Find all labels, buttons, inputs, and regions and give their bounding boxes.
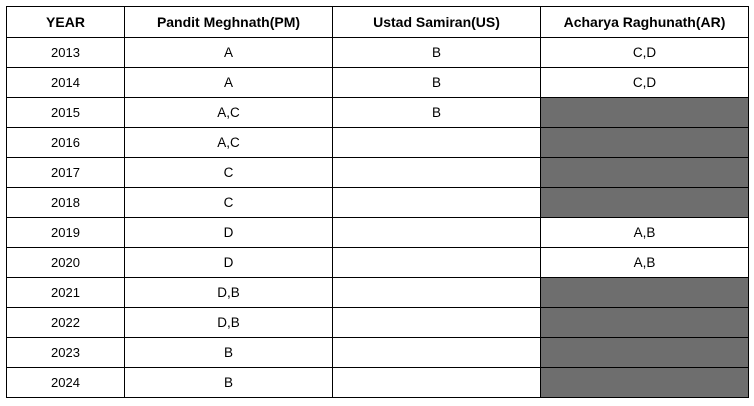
cell-pandit-meghnath: A (125, 38, 333, 68)
cell-acharya-raghunath-blocked (541, 98, 749, 128)
table-row (7, 218, 749, 248)
column-header-pandit-meghnath: Pandit Meghnath(PM) (125, 7, 333, 38)
table-row (7, 278, 749, 308)
cell-year: 2015 (7, 98, 125, 128)
cell-ustad-samiran: B (333, 68, 541, 98)
cell-year: 2021 (7, 278, 125, 308)
cell-pandit-meghnath: A,C (125, 128, 333, 158)
cell-year: 2020 (7, 248, 125, 278)
cell-acharya-raghunath: A,B (541, 248, 749, 278)
table-header (7, 7, 749, 38)
cell-ustad-samiran (333, 278, 541, 308)
cell-pandit-meghnath: B (125, 338, 333, 368)
cell-ustad-samiran (333, 188, 541, 218)
cell-acharya-raghunath: C,D (541, 68, 749, 98)
cell-acharya-raghunath: C,D (541, 38, 749, 68)
cell-ustad-samiran (333, 308, 541, 338)
table-body (7, 38, 749, 398)
schedule-table (6, 6, 749, 398)
cell-acharya-raghunath-blocked (541, 158, 749, 188)
cell-ustad-samiran (333, 248, 541, 278)
column-header-year: YEAR (7, 7, 125, 38)
table-row (7, 38, 749, 68)
cell-year: 2017 (7, 158, 125, 188)
cell-acharya-raghunath: A,B (541, 218, 749, 248)
cell-acharya-raghunath-blocked (541, 338, 749, 368)
table-row (7, 128, 749, 158)
table-row (7, 308, 749, 338)
cell-ustad-samiran (333, 218, 541, 248)
table-row (7, 98, 749, 128)
cell-pandit-meghnath: A (125, 68, 333, 98)
cell-acharya-raghunath-blocked (541, 308, 749, 338)
table-row (7, 158, 749, 188)
cell-acharya-raghunath-blocked (541, 128, 749, 158)
table-header-row (7, 7, 749, 38)
cell-acharya-raghunath-blocked (541, 368, 749, 398)
cell-pandit-meghnath: C (125, 188, 333, 218)
cell-pandit-meghnath: A,C (125, 98, 333, 128)
cell-year: 2019 (7, 218, 125, 248)
cell-acharya-raghunath-blocked (541, 188, 749, 218)
cell-year: 2024 (7, 368, 125, 398)
cell-pandit-meghnath: B (125, 368, 333, 398)
cell-year: 2018 (7, 188, 125, 218)
cell-year: 2014 (7, 68, 125, 98)
cell-year: 2013 (7, 38, 125, 68)
cell-ustad-samiran (333, 338, 541, 368)
cell-pandit-meghnath: C (125, 158, 333, 188)
cell-ustad-samiran: B (333, 98, 541, 128)
table-row (7, 248, 749, 278)
cell-acharya-raghunath-blocked (541, 278, 749, 308)
column-header-ustad-samiran: Ustad Samiran(US) (333, 7, 541, 38)
cell-ustad-samiran (333, 128, 541, 158)
table-row (7, 368, 749, 398)
cell-year: 2016 (7, 128, 125, 158)
cell-pandit-meghnath: D (125, 218, 333, 248)
cell-pandit-meghnath: D,B (125, 278, 333, 308)
column-header-acharya-raghunath: Acharya Raghunath(AR) (541, 7, 749, 38)
cell-ustad-samiran (333, 158, 541, 188)
cell-pandit-meghnath: D (125, 248, 333, 278)
table-row (7, 68, 749, 98)
cell-year: 2023 (7, 338, 125, 368)
cell-year: 2022 (7, 308, 125, 338)
cell-ustad-samiran: B (333, 38, 541, 68)
cell-pandit-meghnath: D,B (125, 308, 333, 338)
table-row (7, 338, 749, 368)
cell-ustad-samiran (333, 368, 541, 398)
table-row (7, 188, 749, 218)
